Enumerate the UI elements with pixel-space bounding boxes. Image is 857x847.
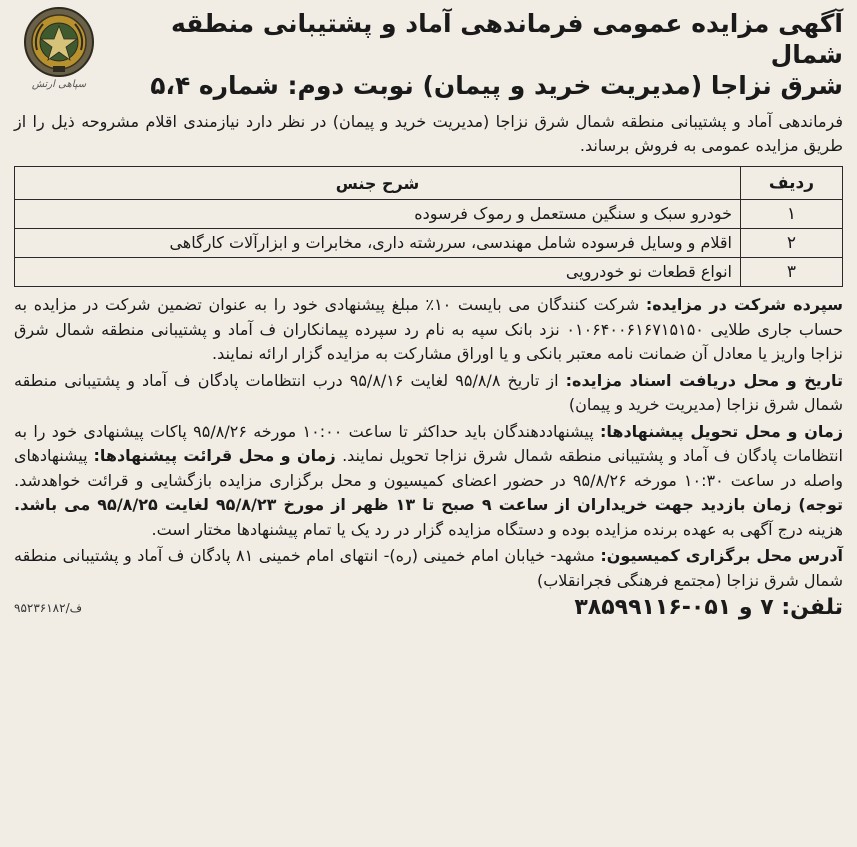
row-desc: انواع قطعات نو خودرویی	[15, 258, 741, 287]
note-label: توجه) زمان بازدید جهت خریداران از ساعت ۹ صبح تا ۱۳ ظهر از مورخ ۹۵/۸/۲۳ لغایت ۹۵/۸/۲۵ می باشد.	[14, 495, 844, 514]
title-line-2: شرق نزاجا (مدیریت خرید و پیمان) نوبت دوم: شماره ۵،۴	[150, 71, 843, 100]
address-section	[14, 544, 843, 593]
page-title	[104, 6, 843, 101]
table-header-row	[15, 167, 843, 200]
row-index: ۱	[741, 200, 843, 229]
row-desc: اقلام و وسایل فرسوده شامل مهندسی، سررشته داری، مخابرات و ابزارآلات کارگاهی	[15, 229, 741, 258]
phone-number: تلفن: ۷ و ۰۵۱-۳۸۵۹۹۱۱۶	[574, 595, 843, 620]
address-label: آدرس محل برگزاری کمیسیون:	[600, 546, 844, 565]
delivery-section	[14, 420, 843, 543]
delivery-text: پیشنهاددهندگان باید حداکثر تا ساعت ۱۰:۰۰ مورخه ۹۵/۸/۲۶ پاکات پیشنهادی خود را به انتظامات پادگان ف آماد و پشتیبانی منطقه شمال شرق نزاجا تحویل نمایند.	[14, 421, 843, 465]
table-row	[15, 200, 843, 229]
col-desc-header: شرح جنس	[15, 167, 741, 200]
footer	[14, 595, 843, 620]
deposit-label: سپرده شرکت در مزایده:	[645, 295, 844, 314]
docs-label: تاریخ و محل دریافت اسناد مزایده:	[565, 370, 844, 390]
title-line-1: آگهی مزایده عمومی فرماندهی آماد و پشتیبانی منطقه شمال	[170, 9, 843, 69]
emblem-caption: سپاهی ارتش	[31, 79, 87, 90]
row-desc: خودرو سبک و سنگین مستعمل و رموک فرسوده	[15, 200, 741, 229]
items-table	[14, 166, 843, 287]
col-index-header: ردیف	[741, 167, 843, 200]
table-row	[15, 258, 843, 287]
header	[14, 6, 843, 106]
delivery-label: زمان و محل تحویل پیشنهادها:	[599, 421, 844, 441]
row-index: ۲	[741, 229, 843, 258]
reference-code: ف/۹۵۲۳۶۱۸۲	[14, 600, 83, 615]
opening-text: پیشنهادهای واصله در ساعت ۱۰:۳۰ مورخه ۹۵/۸/۲۶ در حضور اعضای کمیسیون و محل برگزاری مزایده بازگشایی و قرائت خواهدشد.	[14, 446, 844, 490]
army-emblem-icon	[23, 6, 95, 78]
docs-text: از تاریخ ۹۵/۸/۸ لغایت ۹۵/۸/۱۶ درب انتظامات پادگان ف آماد و پشتیبانی منطقه شمال شرق نزاجا (مدیریت خرید و پیمان)	[14, 370, 843, 414]
address-text: مشهد- خیابان امام خمینی (ره)- انتهای امام خمینی ۸۱ پادگان ف آماد و پشتیبانی منطقه شمال شرق نزاجا (مجتمع فرهنگی فجرانقلاب)	[14, 546, 843, 590]
deposit-section	[14, 293, 843, 367]
army-emblem	[14, 6, 104, 106]
deposit-text: شرکت کنندگان می بایست ۱۰٪ مبلغ پیشنهادی خود را به عنوان تضمین شرکت در مزایده به حساب جاری طلایی ۰۱۰۶۴۰۰۶۱۶۷۱۵۱۵۰ نزد بانک سپه به نام رد سپرده پیمانکاران ف آماد و پشتیبانی منطقه شمال شرق نزاجا واریز یا معادل آن ضمانت نامه معتبر بانکی و یا اوراق مشارکت به مزایده گزار ارائه نمایند.	[14, 295, 843, 363]
note-text: هزینه درج آگهی به عهده برنده مزایده بوده و دستگاه مزایده گزار در رد یک یا تمام پیشنهادها مختار است.	[151, 519, 843, 539]
docs-section	[14, 369, 843, 418]
table-row	[15, 229, 843, 258]
terms-body	[14, 293, 843, 593]
intro-text: فرماندهی آماد و پشتیبانی منطقه شمال شرق نزاجا (مدیریت خرید و پیمان) در نظر دارد نیازمندی اقلام مشروحه ذیل را از طریق مزایده عمومی به فروش برساند.	[14, 112, 843, 155]
row-index: ۳	[741, 258, 843, 287]
opening-label: زمان و محل قرائت پیشنهادها:	[93, 446, 343, 465]
